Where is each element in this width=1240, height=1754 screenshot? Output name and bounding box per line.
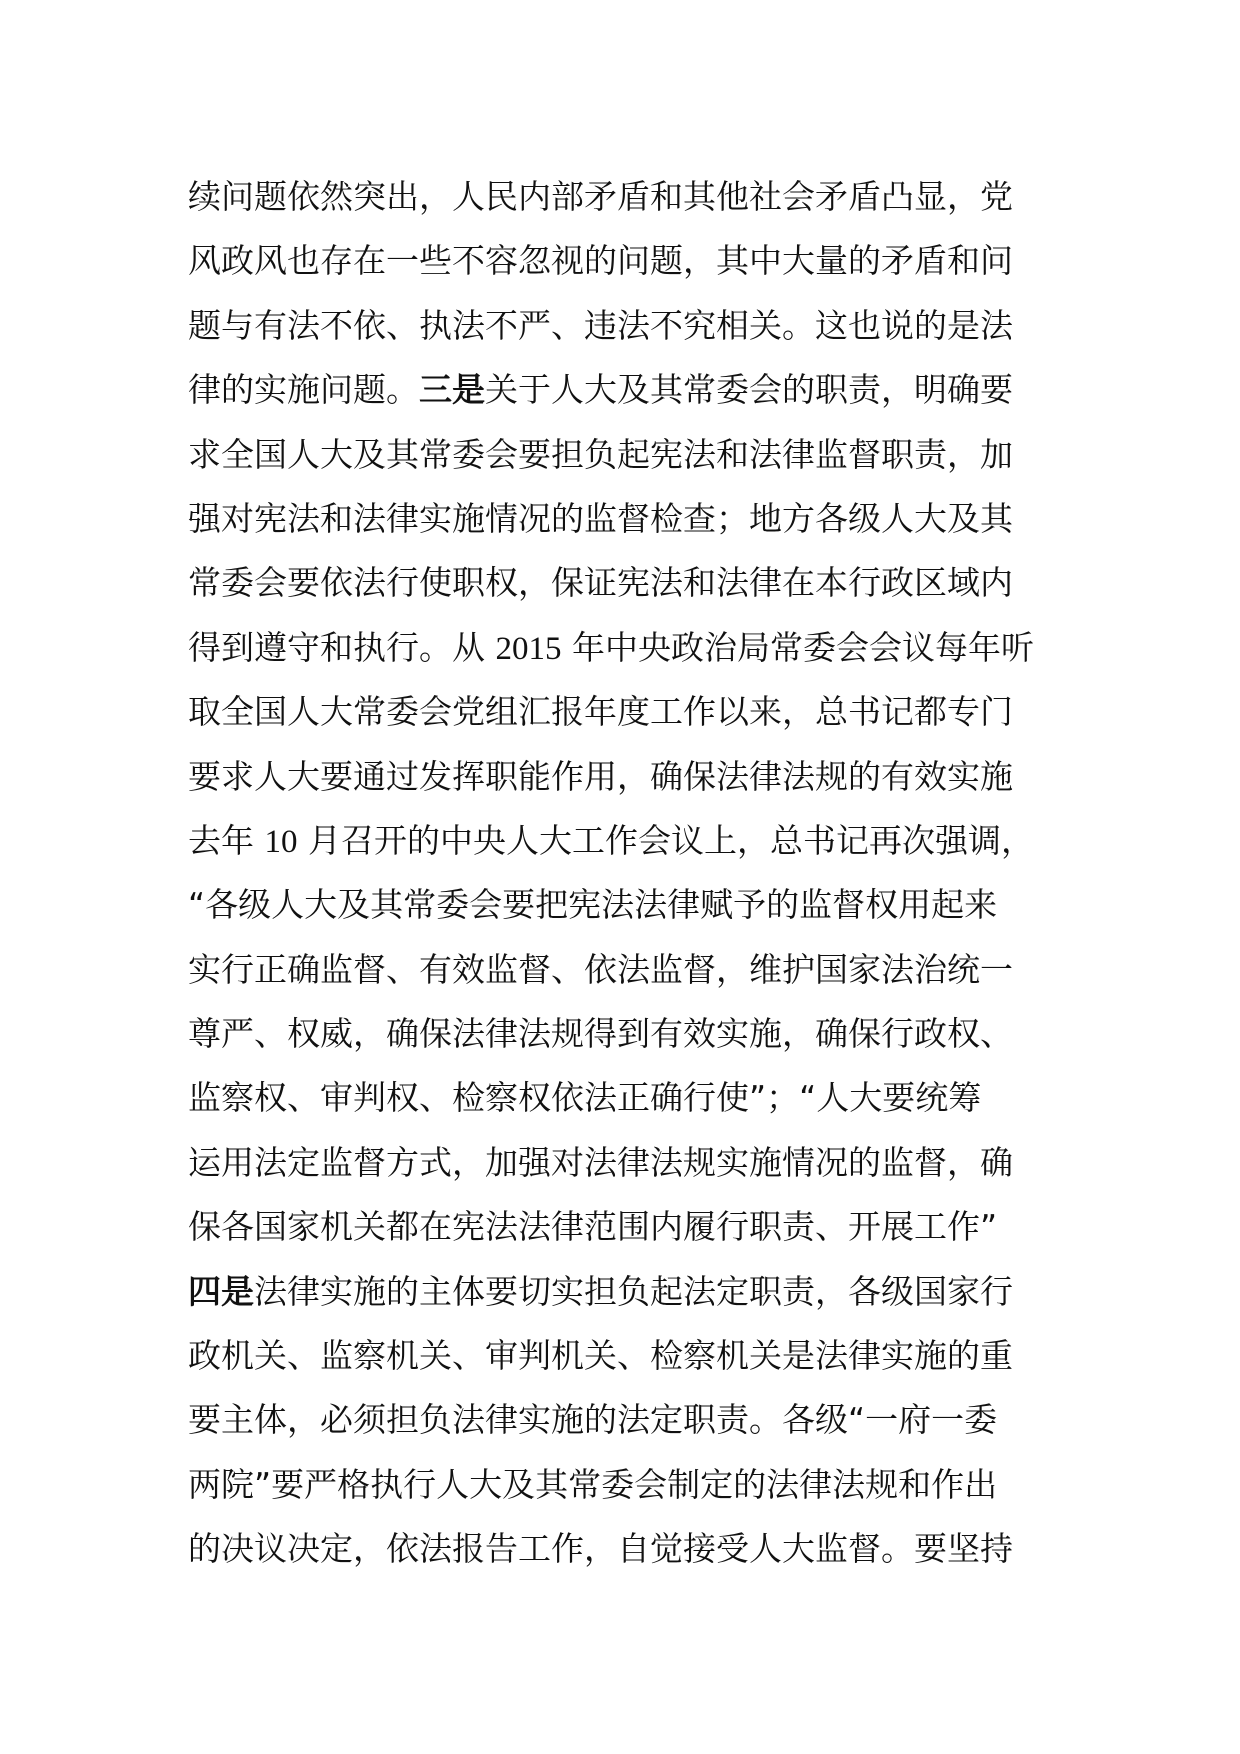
bold-heading-san-shi: 三是: [419, 370, 485, 410]
text-run: 年中央政治局常委会会议每年听: [561, 627, 1034, 667]
text-line: 保各国家机关都在宪法法律范围内履行职责、开展工作”: [188, 1207, 998, 1247]
text-line: 监察权、审判权、检察权依法正确行使”；“人大要统筹: [188, 1078, 982, 1118]
text-run: 关于人大及其常委会的职责，明确要: [485, 370, 1013, 410]
text-line: [188, 809, 1063, 873]
text-line: 续问题依然突出，人民内部矛盾和其他社会矛盾凸显，党: [188, 177, 1013, 216]
text-line: 实行正确监督、有效监督、依法监督，维护国家法治统一: [188, 949, 1013, 989]
month-number: 10: [264, 823, 298, 860]
text-line: [188, 358, 1063, 422]
text-line: 的决议决定，依法报告工作，自觉接受人大监督。要坚持: [188, 1529, 1013, 1569]
year-number: 2015: [495, 630, 562, 667]
text-run: 月召开的中央人大工作会议上，总书记再次强调，: [297, 820, 1034, 860]
text-run: 得到遵守和执行。从: [188, 627, 496, 667]
text-run: 去年: [188, 820, 265, 860]
text-line: 题与有法不依、执法不严、违法不究相关。这也说的是法: [188, 305, 1013, 345]
text-line: 运用法定监督方式，加强对法律法规实施情况的监督，确: [188, 1142, 1013, 1182]
text-line: [188, 616, 1063, 680]
body-text: [188, 165, 1063, 1582]
text-line: 风政风也存在一些不容忽视的问题，其中大量的矛盾和问: [188, 241, 1013, 281]
bold-heading-si-shi: 四是: [188, 1271, 254, 1311]
text-line: 常委会要依法行使职权，保证宪法和法律在本行政区域内: [188, 563, 1013, 603]
text-run: 律的实施问题。: [188, 370, 419, 410]
text-line: 两院”要严格执行人大及其常委会制定的法律法规和作出: [188, 1464, 998, 1504]
text-line: 政机关、监察机关、审判机关、检察机关是法律实施的重: [188, 1336, 1013, 1376]
text-run: 法律实施的主体要切实担负起法定职责，各级国家行: [254, 1271, 1013, 1311]
text-line: “各级人大及其常委会要把宪法法律赋予的监督权用起来: [188, 885, 998, 925]
text-line: 要主体，必须担负法律实施的法定职责。各级“一府一委: [188, 1400, 998, 1440]
text-line: 强对宪法和法律实施情况的监督检查；地方各级人大及其: [188, 498, 1013, 538]
text-line: [188, 1260, 1063, 1324]
text-line: 求全国人大及其常委会要担负起宪法和法律监督职责，加: [188, 434, 1013, 474]
text-line: 要求人大要通过发挥职能作用，确保法律法规的有效实施: [188, 756, 1013, 796]
text-line: 取全国人大常委会党组汇报年度工作以来，总书记都专门: [188, 692, 1013, 732]
text-line: 尊严、权威，确保法律法规得到有效实施，确保行政权、: [188, 1014, 1013, 1054]
